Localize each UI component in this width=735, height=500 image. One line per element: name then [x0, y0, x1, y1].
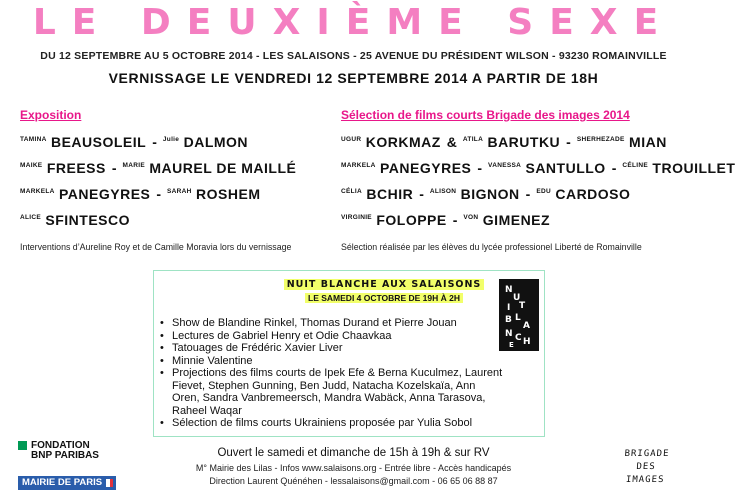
- artist-first-name: VON: [463, 214, 479, 221]
- films-artists: [341, 134, 735, 244]
- brigade-line-2: DES: [636, 462, 657, 472]
- exposition-note: Interventions d’Aureline Roy et de Camille Moravia lors du vernissage: [20, 242, 292, 252]
- name-separator: &: [446, 134, 457, 150]
- program-item: • Tatouages de Frédéric Xavier Liver: [160, 342, 505, 355]
- program-item: • Lectures de Gabriel Henry et Odie Chaavkaa: [160, 330, 505, 343]
- nuit-blanche-date: LE SAMEDI 4 OCTOBRE DE 19H À 2H: [219, 293, 549, 303]
- name-separator: -: [152, 134, 157, 150]
- footer-info: [0, 462, 707, 488]
- artist-last-name: TROUILLET: [648, 160, 735, 176]
- artist-last-name: FREESS: [42, 160, 106, 176]
- program-item: • Show de Blandine Rinkel, Thomas Durand et Pierre Jouan: [160, 317, 505, 330]
- artist-last-name: GIMENEZ: [478, 212, 551, 228]
- fondation-line-2: BNP PARIBAS: [31, 450, 99, 461]
- artist-last-name: MAUREL DE MAILLÉ: [144, 160, 297, 176]
- artist-first-name: TAMINA: [20, 136, 47, 143]
- nuit-blanche-program: [160, 317, 505, 430]
- artist-first-name: UGUR: [341, 136, 362, 143]
- mairie-label: MAIRIE DE PARIS: [22, 477, 103, 488]
- artist-row: [341, 134, 667, 152]
- artist-first-name: ALICE: [20, 214, 41, 221]
- artist-last-name: KORKMAZ: [361, 134, 441, 150]
- name-separator: -: [566, 134, 571, 150]
- artist-row: [341, 186, 630, 204]
- artist-last-name: PANEGYRES: [375, 160, 472, 176]
- artist-row: [20, 160, 296, 178]
- name-separator: -: [525, 186, 531, 202]
- artist-row: [20, 212, 130, 230]
- artist-last-name: CARDOSO: [550, 186, 631, 202]
- artist-first-name: ALISON: [429, 188, 457, 195]
- artist-row: [341, 160, 735, 178]
- info-line-1: M° Mairie des Lilas - Infos www.salaisons.org - Entrée libre - Accès handicapés: [195, 463, 512, 473]
- opening-hours: Ouvert le samedi et dimanche de 15h à 19h & sur RV: [217, 447, 490, 459]
- artist-last-name: SANTULLO: [521, 160, 606, 176]
- program-item: • Projections des films courts de Ipek Efe & Berna Kuculmez, Laurent Fievet, Stephen Gunning, Ben Judd, Natacha Kozelskaïa, Ann Oren, Sandra Vanbremeersch, Mandra Wabäck, Anna Tarasova, Raheel Waqar: [160, 367, 505, 417]
- artist-first-name: Julie: [162, 136, 180, 143]
- artist-first-name: MARKELA: [20, 188, 55, 195]
- artist-last-name: BARUTKU: [483, 134, 561, 150]
- exposition-artists: [20, 134, 340, 244]
- name-separator: -: [111, 160, 117, 176]
- info-line-2: Direction Laurent Quénéhen - lessalaisons@gmail.com - 06 65 06 88 87: [209, 476, 498, 486]
- name-separator: -: [452, 212, 458, 228]
- fondation-line-1: FONDATION: [31, 440, 90, 451]
- artist-last-name: PANEGYRES: [54, 186, 151, 202]
- name-separator: -: [419, 186, 424, 202]
- artist-first-name: CÉLINE: [622, 162, 649, 169]
- artist-first-name: EDU: [536, 188, 551, 195]
- nuit-blanche-box: [153, 270, 545, 437]
- artist-first-name: SARAH: [167, 188, 192, 195]
- name-separator: -: [611, 160, 617, 176]
- artist-first-name: SHERHEZADE: [576, 136, 625, 143]
- films-heading: Sélection de films courts Brigade des images 2014: [341, 108, 630, 122]
- artist-row: [20, 186, 261, 204]
- brigade-des-images-logo: [603, 448, 690, 487]
- artist-last-name: SFINTESCO: [41, 212, 131, 228]
- films-note: Sélection réalisée par les élèves du lycée professionel Liberté de Romainville: [341, 242, 642, 252]
- name-separator: -: [477, 160, 483, 176]
- artist-last-name: BCHIR: [362, 186, 414, 202]
- artist-last-name: FOLOPPE: [371, 212, 447, 228]
- artist-first-name: VANESSA: [488, 162, 522, 169]
- program-item: • Minnie Valentine: [160, 355, 505, 368]
- artist-first-name: CÉLIA: [341, 188, 362, 195]
- name-separator: -: [156, 186, 162, 202]
- artist-first-name: VIRGINIE: [341, 214, 372, 221]
- artist-first-name: MARIE: [122, 162, 145, 169]
- artist-first-name: MARKELA: [341, 162, 376, 169]
- exposition-heading: Exposition: [20, 108, 82, 122]
- nuit-blanche-title: NUIT BLANCHE AUX SALAISONS: [219, 279, 549, 290]
- program-item: • Sélection de films courts Ukrainiens proposée par Yulia Sobol: [160, 417, 505, 430]
- artist-last-name: BEAUSOLEIL: [46, 134, 147, 150]
- artist-first-name: MAIKE: [20, 162, 43, 169]
- event-dates: DU 12 SEPTEMBRE AU 5 OCTOBRE 2014 - LES SALAISONS - 25 AVENUE DU PRÉSIDENT WILSON - 93230 ROMAINVILLE: [40, 50, 667, 62]
- artist-first-name: ATILA: [462, 136, 484, 143]
- vernissage-line: VERNISSAGE LE VENDREDI 12 SEPTEMBRE 2014 A PARTIR DE 18H: [108, 70, 599, 86]
- artist-last-name: ROSHEM: [191, 186, 261, 202]
- brigade-line-3: IMAGES: [625, 475, 665, 485]
- artist-row: [341, 212, 550, 230]
- artist-last-name: DALMON: [179, 134, 249, 150]
- nuit-blanche-logo: N U I T B L A N C H E: [499, 279, 539, 351]
- artist-last-name: BIGNON: [456, 186, 520, 202]
- artist-row: [20, 134, 248, 152]
- poster-title: LE DEUXIÈME SEXE: [32, 2, 675, 43]
- brigade-line-1: BRIGADE: [624, 449, 670, 459]
- artist-last-name: MIAN: [624, 134, 667, 150]
